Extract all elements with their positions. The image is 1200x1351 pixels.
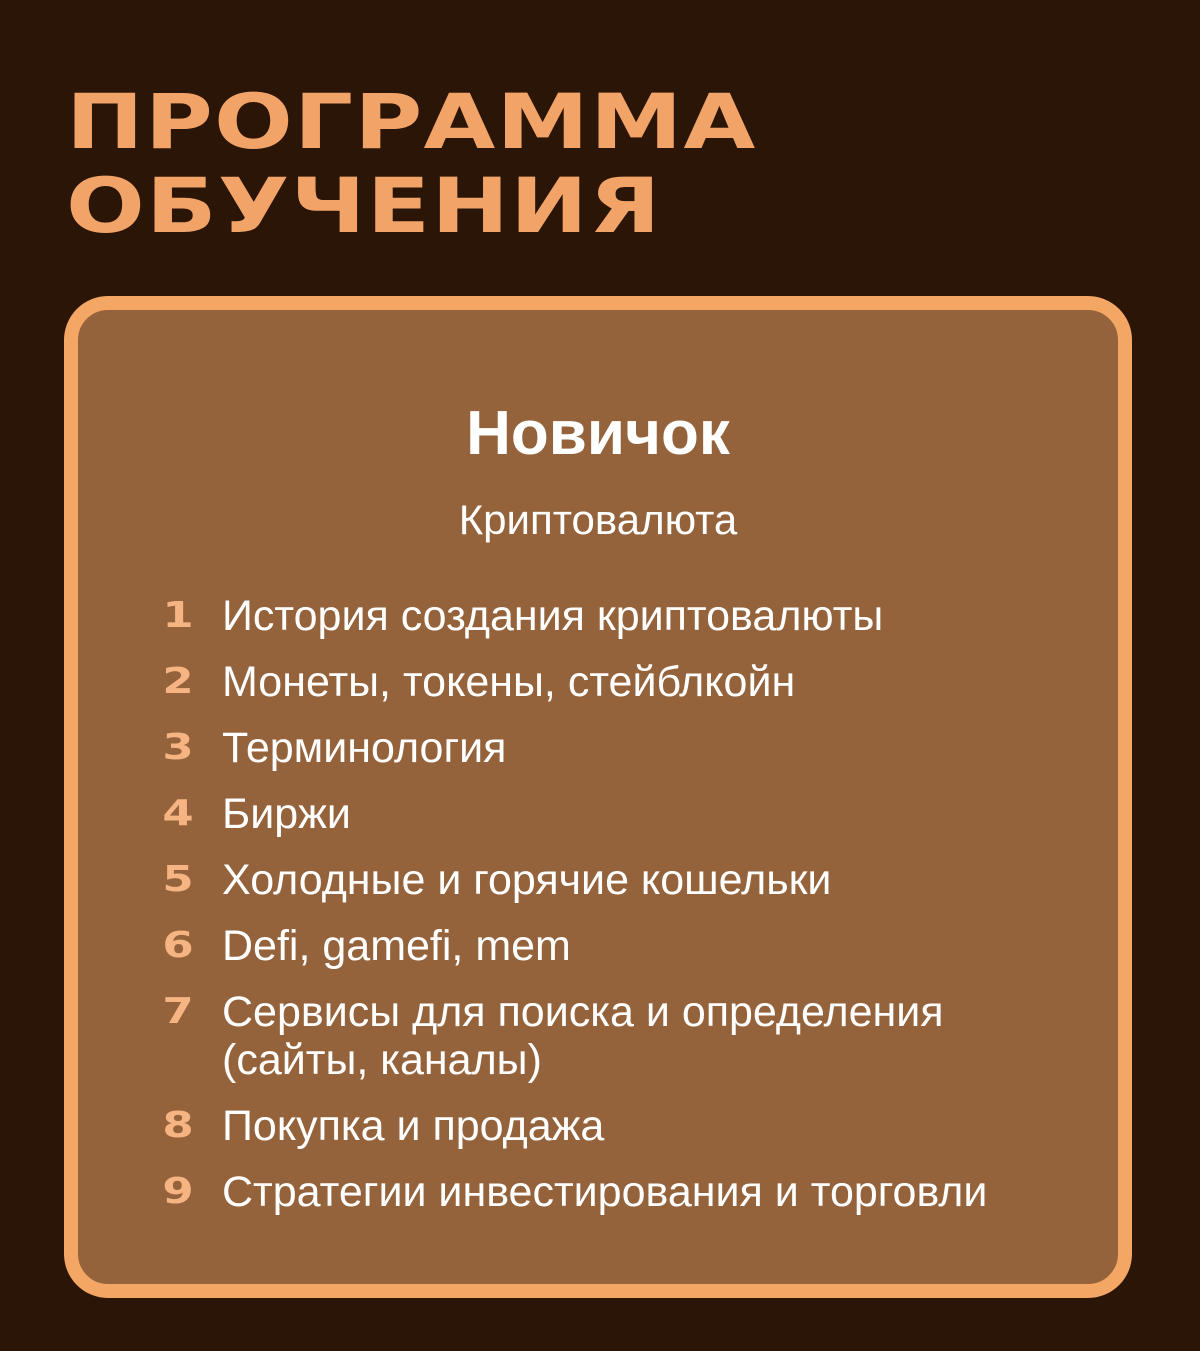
topic-number: 5: [162, 859, 194, 900]
topic-text: Биржи: [222, 790, 351, 838]
topic-item: [134, 1168, 1062, 1216]
topic-number: 4: [162, 793, 194, 834]
level-title: Новичок: [466, 399, 730, 468]
topic-number: 3: [162, 727, 194, 768]
topic-item: [134, 1102, 1062, 1150]
topic-item: [134, 658, 1062, 706]
topic-text: Терминология: [222, 724, 507, 772]
topic-list: [134, 592, 1062, 1234]
topic-item: [134, 922, 1062, 970]
topic-item: [134, 724, 1062, 772]
topic-number: 6: [162, 925, 194, 966]
topic-number: 9: [162, 1171, 194, 1212]
level-subtitle: Криптовалюта: [458, 496, 738, 543]
topic-text: Покупка и продажа: [222, 1102, 605, 1150]
topic-text: История создания криптовалюты: [222, 592, 884, 640]
topic-text: Холодные и горячие кошельки: [222, 856, 832, 904]
topic-item: [134, 856, 1062, 904]
topic-number: 2: [162, 661, 194, 702]
topic-item: [134, 592, 1062, 640]
course-card: [64, 296, 1132, 1298]
program-heading: [66, 77, 757, 250]
topic-number: 1: [162, 595, 194, 636]
topic-text: Сервисы для поиска и определения (сайты, каналы): [222, 988, 944, 1084]
heading-line-1: ПРОГРАММА: [66, 77, 757, 166]
topic-number: 8: [162, 1105, 194, 1146]
topic-number: 7: [162, 991, 194, 1032]
topic-text: Монеты, токены, стейблкойн: [222, 658, 796, 706]
topic-item: [134, 790, 1062, 838]
topic-text: Defi, gamefi, mem: [222, 922, 571, 970]
topic-text: Стратегии инвестирования и торговли: [222, 1168, 988, 1216]
heading-line-2: ОБУЧЕНИЯ: [66, 161, 662, 250]
topic-item: [134, 988, 1062, 1084]
